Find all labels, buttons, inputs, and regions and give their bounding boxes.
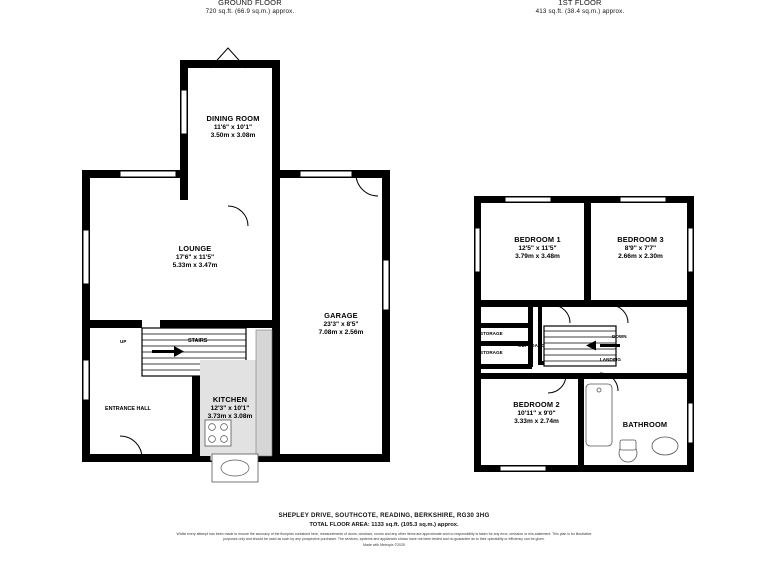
room-label-bedroom-1 [485,236,590,262]
label-storage-1: STORAGE [480,331,503,336]
bath-icon [586,384,612,446]
garage-name: GARAGE [324,311,358,320]
room-label-bedroom-2 [484,401,589,427]
footer [0,512,768,548]
bedroom-2-metric: 3.33m x 2.74m [514,418,559,426]
first-floor-title: 1ST FLOOR [558,0,602,7]
room-label-bedroom-3 [588,236,693,262]
room-label-lounge [140,245,250,271]
label-down: DOWN [612,334,627,339]
kitchen-name: KITCHEN [212,395,248,404]
kitchen-metric: 3.73m x 3.08m [207,413,253,421]
label-cupboard: CUPBOARD [518,343,545,348]
label-landing: LANDING [600,357,621,362]
bedroom-3-imperial: 8'9" x 7'7" [624,244,657,252]
first-floor-area: 413 sq.ft. (38.4 sq.m.) approx. [535,8,625,15]
ground-floor-area: 720 sq.ft. (66.9 sq.m.) approx. [205,8,295,15]
made-with-text: Made with Metropix ©2025 [363,543,405,548]
bedroom-1-name: BEDROOM 1 [514,235,561,244]
bedroom-3-name: BEDROOM 3 [617,235,664,244]
dining-room-imperial: 11'6" x 10'1" [213,123,253,131]
bedroom-2-imperial: 10'11" x 9'0" [517,409,556,417]
room-label-kitchen [180,396,280,422]
dining-room-metric: 3.50m x 3.08m [210,132,256,140]
sink-final [212,454,258,482]
basin-icon [652,437,678,455]
room-label-dining-room [178,115,288,141]
room-label-garage [286,312,396,338]
lounge-imperial: 17'6" x 11'5" [175,253,215,261]
property-address: SHEPLEY DRIVE, SOUTHCOTE, READING, BERKSHIRE, RG30 3HG [278,512,490,519]
room-label-bathroom [600,421,690,430]
label-up: UP [120,339,127,344]
garage-imperial: 23'3" x 8'5" [323,320,359,328]
ground-floor-heading [140,0,360,16]
first-floor-heading [470,0,690,16]
label-storage-2: STORAGE [480,350,503,355]
bedroom-1-imperial: 12'5" x 11'5" [518,244,557,252]
bedroom-3-metric: 2.66m x 2.30m [618,253,663,261]
kitchen-imperial: 12'3" x 10'1" [210,404,250,412]
disclaimer-text: Whilst every attempt has been made to ensure the accuracy of the floorplan contained here, measurements of doors, windows, rooms and any other items are approximate and no responsibility is taken for any error, omission or mis-statement. This plan is for illustrative purposes only and should be used as such by any prospective purchaser. The services, systems and appliances shown have not been tested and no guarantee as to their operability or efficiency can be given. [176,532,592,541]
label-stairs: STAIRS [188,338,208,344]
bedroom-1-metric: 3.79m x 3.48m [515,253,560,261]
lounge-name: LOUNGE [178,244,212,253]
lounge-metric: 5.33m x 3.47m [172,262,218,270]
garage-metric: 7.08m x 2.56m [318,329,364,337]
bedroom-2-name: BEDROOM 2 [513,400,560,409]
ground-floor-title: GROUND FLOOR [218,0,282,7]
bathroom-name: BATHROOM [622,420,668,429]
total-floor-area: TOTAL FLOOR AREA: 1133 sq.ft. (105.3 sq.m.) approx. [309,522,459,528]
dining-room-name: DINING ROOM [206,114,260,123]
label-entrance-hall: ENTRANCE HALL [105,406,151,412]
